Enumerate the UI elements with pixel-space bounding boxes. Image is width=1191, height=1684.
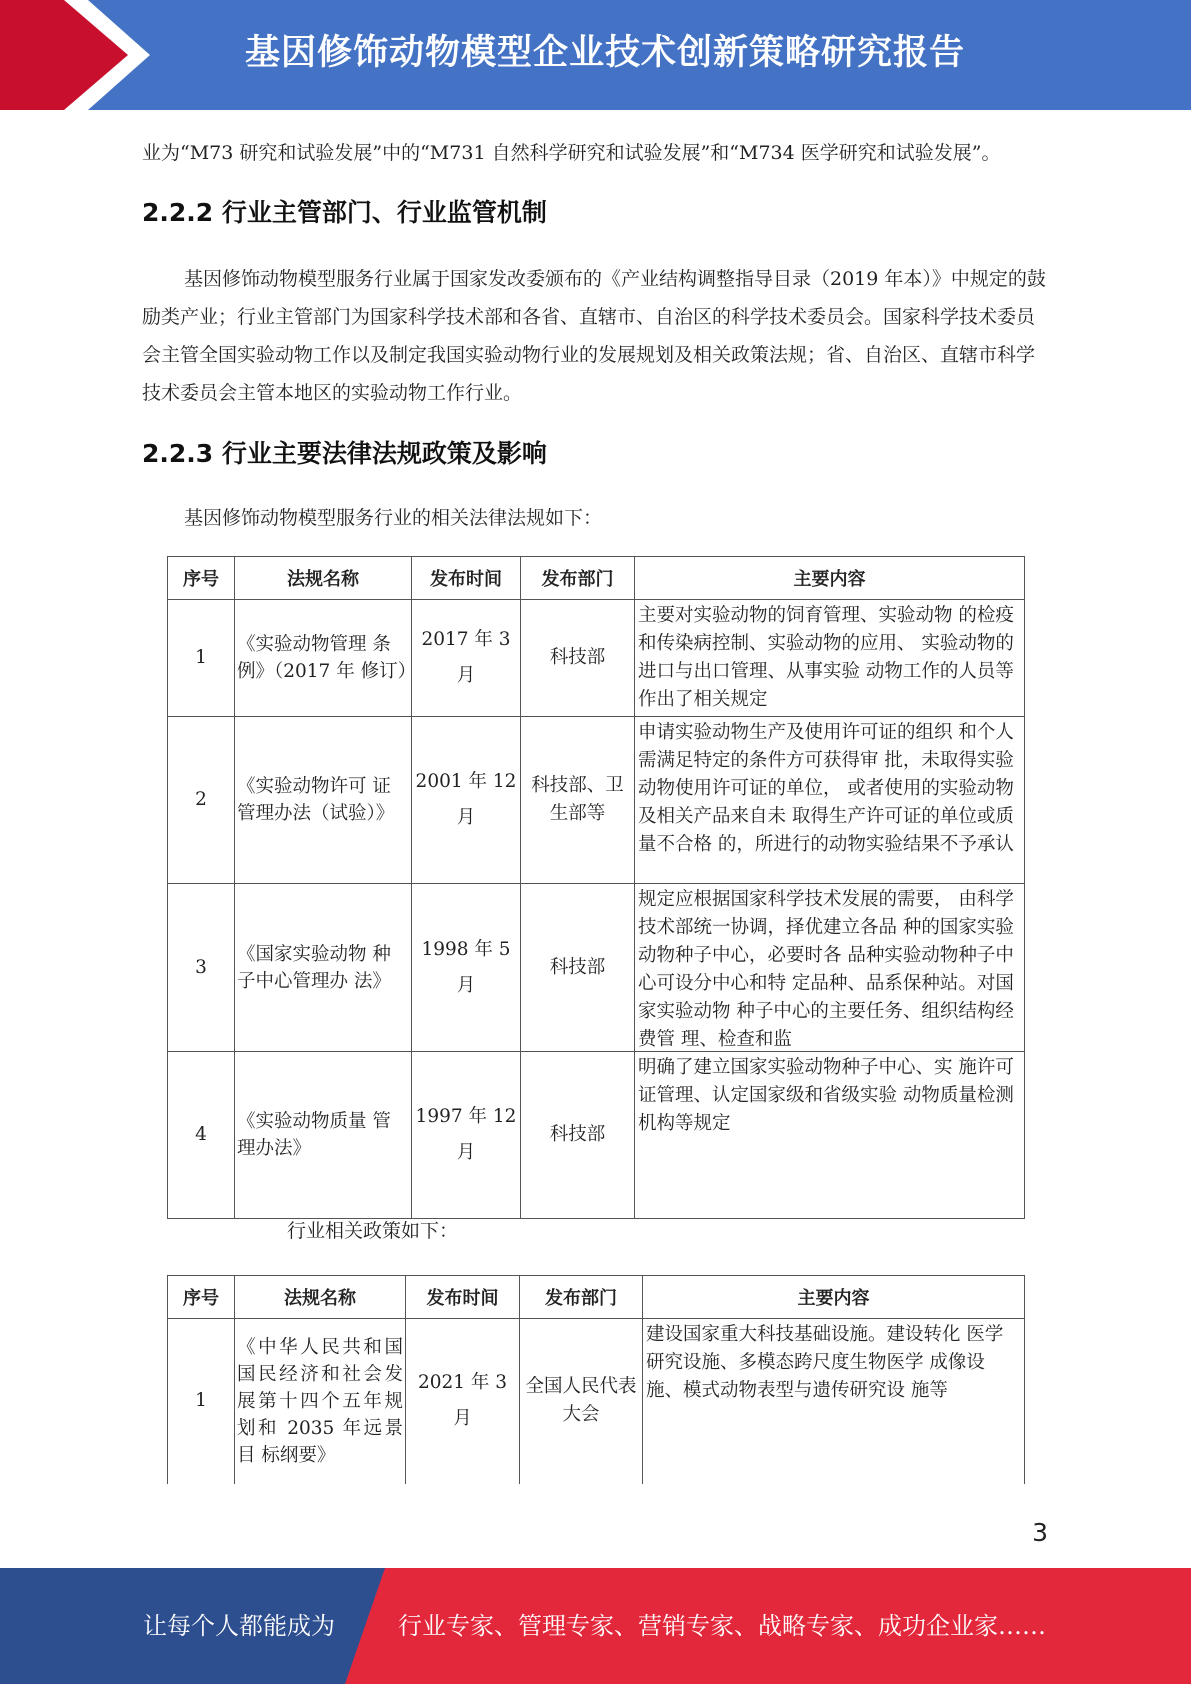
- report-title: 基因修饰动物模型企业技术创新策略研究报告: [244, 33, 965, 73]
- row-date: 2017 年 3 月: [412, 600, 521, 717]
- row-name: 《实验动物许可 证管理办法（试验）》: [235, 717, 412, 884]
- row-dept: 科技部: [521, 884, 635, 1052]
- col-header-name: 法规名称: [235, 1276, 406, 1319]
- col-header-dept: 发布部门: [521, 557, 635, 600]
- row-no: 4: [168, 1052, 235, 1219]
- table-row: [168, 1319, 1025, 1484]
- row-name: 《国家实验动物 种子中心管理办 法》: [235, 884, 412, 1052]
- row-date: 2021 年 3 月: [406, 1319, 520, 1484]
- col-header-name: 法规名称: [235, 557, 412, 600]
- row-content: 申请实验动物生产及使用许可证的组织 和个人需满足特定的条件方可获得审 批，未取得实验动物使用许可证的单位， 或者使用的实验动物及相关产品来自未 取得生产许可证的单位或质量不合格 的，所进行的动物实验结果不予承认: [635, 717, 1025, 884]
- row-no: 1: [168, 600, 235, 717]
- laws-table-header-row: [168, 557, 1025, 600]
- col-header-content: 主要内容: [643, 1276, 1025, 1319]
- row-no: 1: [168, 1319, 235, 1484]
- page-header: [0, 0, 1191, 110]
- row-dept: 科技部: [521, 1052, 635, 1219]
- section-heading-2-2-2: 2.2.2 行业主管部门、行业监管机制: [142, 198, 547, 227]
- policy-table-header-row: [168, 1276, 1025, 1319]
- section-2-2-2-paragraph: 基因修饰动物模型服务行业属于国家发改委颁布的《产业结构调整指导目录（2019 年本）》中规定的鼓励类产业；行业主管部门为国家科学技术部和各省、直辖市、自治区的科学技术委员会。国家科学技术委员会主管全国实验动物工作以及制定我国实验动物行业的发展规划及相关政策法规；省、自治区、直辖市科学技术委员会主管本地区的实验动物工作行业。: [142, 268, 1046, 404]
- policy-intro: 行业相关政策如下：: [287, 1220, 459, 1242]
- col-header-no: 序号: [168, 557, 235, 600]
- row-content: 明确了建立国家实验动物种子中心、实 施许可证管理、认定国家级和省级实验 动物质量检测机构等规定: [635, 1052, 1025, 1219]
- footer-slogan-right: 行业专家、管理专家、营销专家、战略专家、成功企业家……: [398, 1612, 1046, 1640]
- table-row: [168, 1052, 1025, 1219]
- intro-line: 业为“M73 研究和试验发展”中的“M731 自然科学研究和试验发展”和“M734 医学研究和试验发展”。: [142, 142, 1001, 164]
- page-number: 3: [1032, 1518, 1048, 1547]
- row-content: 建设国家重大科技基础设施。建设转化 医学研究设施、多模态跨尺度生物医学 成像设施、模式动物表型与遗传研究设 施等: [643, 1319, 1025, 1484]
- col-header-date: 发布时间: [412, 557, 521, 600]
- row-content: 主要对实验动物的饲育管理、实验动物 的检疫和传染病控制、实验动物的应用、 实验动物的进口与出口管理、从事实验 动物工作的人员等作出了相关规定: [635, 600, 1025, 717]
- table-row: [168, 600, 1025, 717]
- footer-slogan-left: 让每个人都能成为: [143, 1612, 335, 1640]
- table-row: [168, 717, 1025, 884]
- col-header-dept: 发布部门: [520, 1276, 643, 1319]
- row-no: 2: [168, 717, 235, 884]
- row-dept: 科技部、卫生部等: [521, 717, 635, 884]
- header-arrow-decoration: [0, 0, 160, 110]
- laws-intro: 基因修饰动物模型服务行业的相关法律法规如下：: [184, 507, 603, 529]
- row-date: 1998 年 5 月: [412, 884, 521, 1052]
- row-date: 2001 年 12 月: [412, 717, 521, 884]
- row-dept: 全国人民代表大会: [520, 1319, 643, 1484]
- row-content: [635, 884, 1025, 1052]
- row-name: 《实验动物质量 管理办法》: [235, 1052, 412, 1219]
- row-dept: 科技部: [521, 600, 635, 717]
- row-name: 《实验动物管理 条例》（2017 年 修订）: [235, 600, 412, 717]
- policy-table: [167, 1275, 1025, 1484]
- table-row: [168, 884, 1025, 1052]
- row-content-text: 规定应根据国家科学技术发展的需要， 由科学技术部统一协调，择优建立各品 种的国家实验动物种子中心，必要时各 品种实验动物种子中心可设分中心和特 定品种、品系保种站。对国家实验动物 种子中心的主要任务、组织结构经费管 理、检查和监: [638, 889, 1014, 1049]
- row-date: 1997 年 12 月: [412, 1052, 521, 1219]
- col-header-content: 主要内容: [635, 557, 1025, 600]
- page-footer: [0, 1568, 1191, 1684]
- laws-table: [167, 556, 1025, 1219]
- col-header-no: 序号: [168, 1276, 235, 1319]
- col-header-date: 发布时间: [406, 1276, 520, 1319]
- section-heading-2-2-3: 2.2.3 行业主要法律法规政策及影响: [142, 439, 547, 468]
- row-name: 《中华人民共和国国民经济和社会发展第十四个五年规划和 2035 年远景目 标纲要》: [235, 1319, 406, 1484]
- row-no: 3: [168, 884, 235, 1052]
